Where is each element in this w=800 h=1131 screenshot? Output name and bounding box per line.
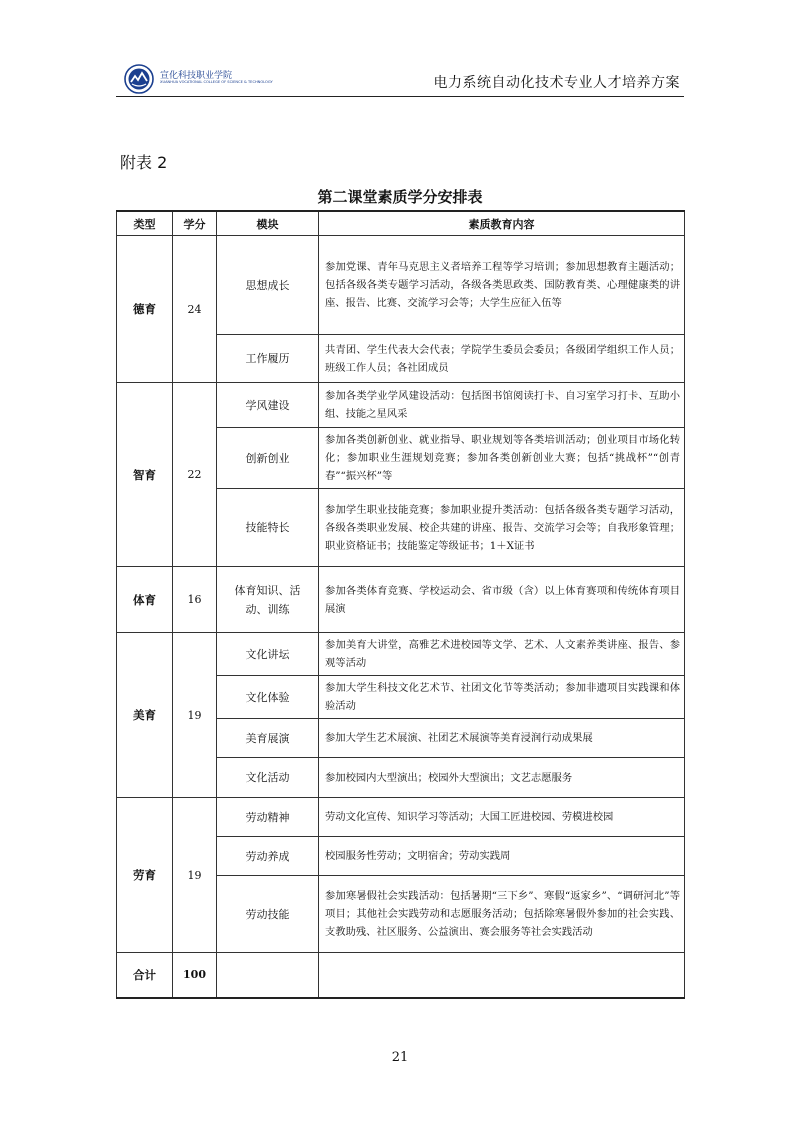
table-row bbox=[117, 567, 685, 633]
content-cell: 参加学生职业技能竞赛；参加职业提升类活动：包括各级各类专题学习活动，各级各类职业发展、校企共建的讲座、报告、交流学习会等；自我形象管理；职业资格证书；技能鉴定等级证书；1＋X证书 bbox=[319, 489, 685, 567]
table-row bbox=[117, 383, 685, 428]
module-cell: 工作履历 bbox=[217, 335, 319, 383]
module-cell: 文化体验 bbox=[217, 676, 319, 719]
content-cell: 参加各类学业学风建设活动：包括图书馆阅读打卡、自习室学习打卡、互助小组、技能之星风采 bbox=[319, 383, 685, 428]
content-cell: 劳动文化宣传、知识学习等活动；大国工匠进校园、劳模进校园 bbox=[319, 798, 685, 837]
module-cell: 体育知识、活动、训练 bbox=[217, 567, 319, 633]
content-cell bbox=[319, 953, 685, 998]
module-cell bbox=[217, 953, 319, 998]
module-cell: 劳动技能 bbox=[217, 876, 319, 953]
content-cell: 校园服务性劳动；文明宿舍；劳动实践周 bbox=[319, 837, 685, 876]
page-number: 21 bbox=[391, 1050, 409, 1065]
module-cell: 劳动养成 bbox=[217, 837, 319, 876]
school-name-en: XUANHUA VOCATIONAL COLLEGE OF SCIENCE & TECHNOLOGY bbox=[160, 80, 273, 84]
table-row bbox=[117, 798, 685, 837]
module-cell: 劳动精神 bbox=[217, 798, 319, 837]
module-cell: 学风建设 bbox=[217, 383, 319, 428]
credit-cell: 19 bbox=[173, 633, 217, 798]
total-label: 合计 bbox=[117, 953, 173, 998]
type-cell: 德育 bbox=[117, 236, 173, 383]
total-row bbox=[117, 953, 685, 998]
type-cell: 美育 bbox=[117, 633, 173, 798]
content-cell: 参加大学生科技文化艺术节、社团文化节等类活动；参加非遗项目实践课和体验活动 bbox=[319, 676, 685, 719]
header-divider bbox=[116, 96, 684, 97]
module-cell: 文化活动 bbox=[217, 758, 319, 798]
school-name: 宣化科技职业学院 bbox=[160, 71, 233, 81]
module-cell: 美育展演 bbox=[217, 719, 319, 758]
document-title: 电力系统自动化技术专业人才培养方案 bbox=[433, 75, 680, 91]
content-cell: 参加各类体育竞赛、学校运动会、省市级（含）以上体育赛项和传统体育项目展演 bbox=[319, 567, 685, 633]
column-header: 模块 bbox=[217, 211, 319, 236]
credit-cell: 22 bbox=[173, 383, 217, 567]
table-title: 第二课堂素质学分安排表 bbox=[317, 188, 483, 206]
credit-schedule-table bbox=[116, 210, 685, 999]
content-cell: 参加美育大讲堂，高雅艺术进校园等文学、艺术、人文素养类讲座、报告、参观等活动 bbox=[319, 633, 685, 676]
credit-cell: 16 bbox=[173, 567, 217, 633]
appendix-label: 附表 2 bbox=[120, 153, 168, 172]
content-cell: 共青团、学生代表大会代表；学院学生委员会委员；各级团学组织工作人员；班级工作人员；各社团成员 bbox=[319, 335, 685, 383]
module-cell: 文化讲坛 bbox=[217, 633, 319, 676]
content-cell: 参加校园内大型演出；校园外大型演出；文艺志愿服务 bbox=[319, 758, 685, 798]
type-cell: 体育 bbox=[117, 567, 173, 633]
table-header-row bbox=[117, 211, 685, 236]
type-cell: 劳育 bbox=[117, 798, 173, 953]
credit-cell: 19 bbox=[173, 798, 217, 953]
module-cell: 思想成长 bbox=[217, 236, 319, 335]
content-cell: 参加党课、青年马克思主义者培养工程等学习培训；参加思想教育主题活动；包括各级各类专题学习活动，各级各类思政类、国防教育类、心理健康类的讲座、报告、比赛、交流学习会等；大学生应征入伍等 bbox=[319, 236, 685, 335]
type-cell: 智育 bbox=[117, 383, 173, 567]
column-header: 类型 bbox=[117, 211, 173, 236]
column-header: 学分 bbox=[173, 211, 217, 236]
content-cell: 参加各类创新创业、就业指导、职业规划等各类培训活动；创业项目市场化转化；参加职业生涯规划竞赛；参加各类创新创业大赛；包括“挑战杯”“创青春”“振兴杯”等 bbox=[319, 428, 685, 489]
content-cell: 参加寒暑假社会实践活动：包括暑期“三下乡”、寒假“返家乡”、“调研河北”等项目；其他社会实践劳动和志愿服务活动；包括除寒暑假外参加的社会实践、支教助残、社区服务、公益演出、赛会服务等社会实践活动 bbox=[319, 876, 685, 953]
column-header: 素质教育内容 bbox=[319, 211, 685, 236]
table-row bbox=[117, 236, 685, 335]
total-credit: 100 bbox=[173, 953, 217, 998]
module-cell: 技能特长 bbox=[217, 489, 319, 567]
table-row bbox=[117, 633, 685, 676]
credit-cell: 24 bbox=[173, 236, 217, 383]
module-cell: 创新创业 bbox=[217, 428, 319, 489]
college-logo-icon bbox=[124, 64, 154, 94]
page-header bbox=[116, 62, 684, 96]
content-cell: 参加大学生艺术展演、社团艺术展演等美育浸润行动成果展 bbox=[319, 719, 685, 758]
